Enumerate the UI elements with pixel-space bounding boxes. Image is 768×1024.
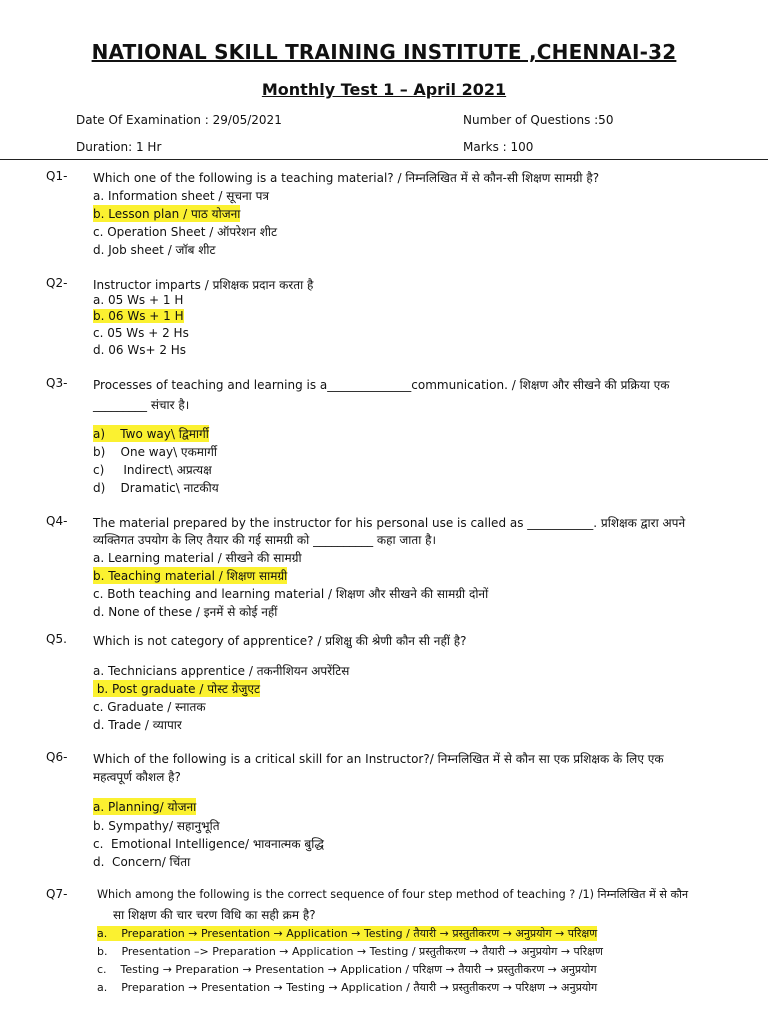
option-b-answer: b. Lesson plan / पाठ योजना xyxy=(93,207,241,221)
option-a-answer: a. Planning/ योजना xyxy=(93,800,197,814)
question-number: Q7- xyxy=(46,887,68,901)
question-text: Processes of teaching and learning is a______________communication. / शिक्षण और सीखने की प्रक्रिया एक xyxy=(93,378,670,392)
test-subtitle: Monthly Test 1 – April 2021 xyxy=(261,80,507,99)
option-a: a. Information sheet / सूचना पत्र xyxy=(93,189,270,203)
question-text: Which of the following is a critical skill for an Instructor?/ निम्नलिखित में से कौन सा एक प्रशिक्षक के लिए एक xyxy=(93,752,664,766)
option-c: c. 05 Ws + 2 Hs xyxy=(93,326,189,340)
question-text-continued: सा शिक्षण की चार चरण विधि का सही क्रम है? xyxy=(113,908,316,922)
question-text: Which one of the following is a teaching material? / निम्नलिखित में से कौन-सी शिक्षण सामग्री है? xyxy=(93,171,600,185)
question-text: Which is not category of apprentice? / प्रशिक्षु की श्रेणी कौन सी नहीं है? xyxy=(93,634,467,648)
option-a: a. Learning material / सीखने की सामग्री xyxy=(93,551,302,565)
question-number: Q4- xyxy=(46,514,68,528)
option-d: d) Dramatic\ नाटकीय xyxy=(93,481,219,495)
option-c: c. Testing → Preparation → Presentation → Application / परिक्षण → तैयारी → प्रस्तुतीकरण → अनुप्रयोग xyxy=(97,963,597,976)
question-text: Which among the following is the correct sequence of four step method of teaching ? /1) निम्नलिखित में से कौन xyxy=(97,888,689,901)
option-a: a. 05 Ws + 1 H xyxy=(93,293,184,307)
option-d: d. 06 Ws+ 2 Hs xyxy=(93,343,187,357)
question-text-continued: _________ संचार है। xyxy=(93,398,190,412)
question-number: Q5. xyxy=(46,632,67,646)
option-a-answer: a. Preparation → Presentation → Application → Testing / तैयारी → प्रस्तुतीकरण → अनुप्रयोग → परिक्षण xyxy=(97,927,598,940)
option-b-answer: b. Teaching material / शिक्षण सामग्री xyxy=(93,569,288,583)
question-number: Q6- xyxy=(46,750,68,764)
header-divider xyxy=(0,159,768,160)
option-b-answer: b. 06 Ws + 1 H xyxy=(93,309,184,323)
document-title: NATIONAL SKILL TRAINING INSTITUTE ,CHENNAI-32 xyxy=(91,40,677,64)
exam-duration: Duration: 1 Hr xyxy=(76,140,162,154)
option-b: b. Presentation –> Preparation → Application → Testing / प्रस्तुतीकरण → तैयारी → अनुप्रयोग → परिक्षण xyxy=(97,945,603,958)
option-c: c) Indirect\ अप्रत्यक्ष xyxy=(93,463,212,477)
exam-date: Date Of Examination : 29/05/2021 xyxy=(76,113,282,127)
question-text-continued: महत्वपूर्ण कौशल है? xyxy=(93,770,181,784)
total-marks: Marks : 100 xyxy=(463,140,534,154)
question-text-continued: व्यक्तिगत उपयोग के लिए तैयार की गई सामग्री को __________ कहा जाता है। xyxy=(93,533,437,547)
option-a-answer: a) Two way\ द्विमार्गी xyxy=(93,427,209,441)
option-b-answer: b. Post graduate / पोस्ट ग्रेजुएट xyxy=(93,682,261,696)
option-d: d. Trade / व्यापार xyxy=(93,718,182,732)
option-c: c. Operation Sheet / ऑपरेशन शीट xyxy=(93,225,278,239)
option-b: b) One way\ एकमार्गी xyxy=(93,445,217,459)
option-a: a. Technicians apprentice / तकनीशियन अपरेंटिस xyxy=(93,664,350,678)
question-text: Instructor imparts / प्रशिक्षक प्रदान करता है xyxy=(93,278,314,292)
option-d: d. Job sheet / जॉब शीट xyxy=(93,243,216,257)
question-text: The material prepared by the instructor for his personal use is called as ___________. प्रशिक्षक द्वारा अपने xyxy=(93,516,686,530)
option-b: b. Sympathy/ सहानुभूति xyxy=(93,819,220,833)
option-d: d. Concern/ चिंता xyxy=(93,855,191,869)
option-c: c. Graduate / स्नातक xyxy=(93,700,206,714)
option-c: c. Both teaching and learning material / शिक्षण और सीखने की सामग्री दोनों xyxy=(93,587,489,601)
option-d: d. None of these / इनमें से कोई नहीं xyxy=(93,605,278,619)
question-number: Q2- xyxy=(46,276,68,290)
option-d: a. Preparation → Presentation → Testing → Application / तैयारी → प्रस्तुतीकरण → परिक्षण → अनुप्रयोग xyxy=(97,981,598,994)
option-c: c. Emotional Intelligence/ भावनात्मक बुद्धि xyxy=(93,837,324,851)
question-number: Q3- xyxy=(46,376,68,390)
question-count: Number of Questions :50 xyxy=(463,113,614,127)
question-number: Q1- xyxy=(46,169,68,183)
